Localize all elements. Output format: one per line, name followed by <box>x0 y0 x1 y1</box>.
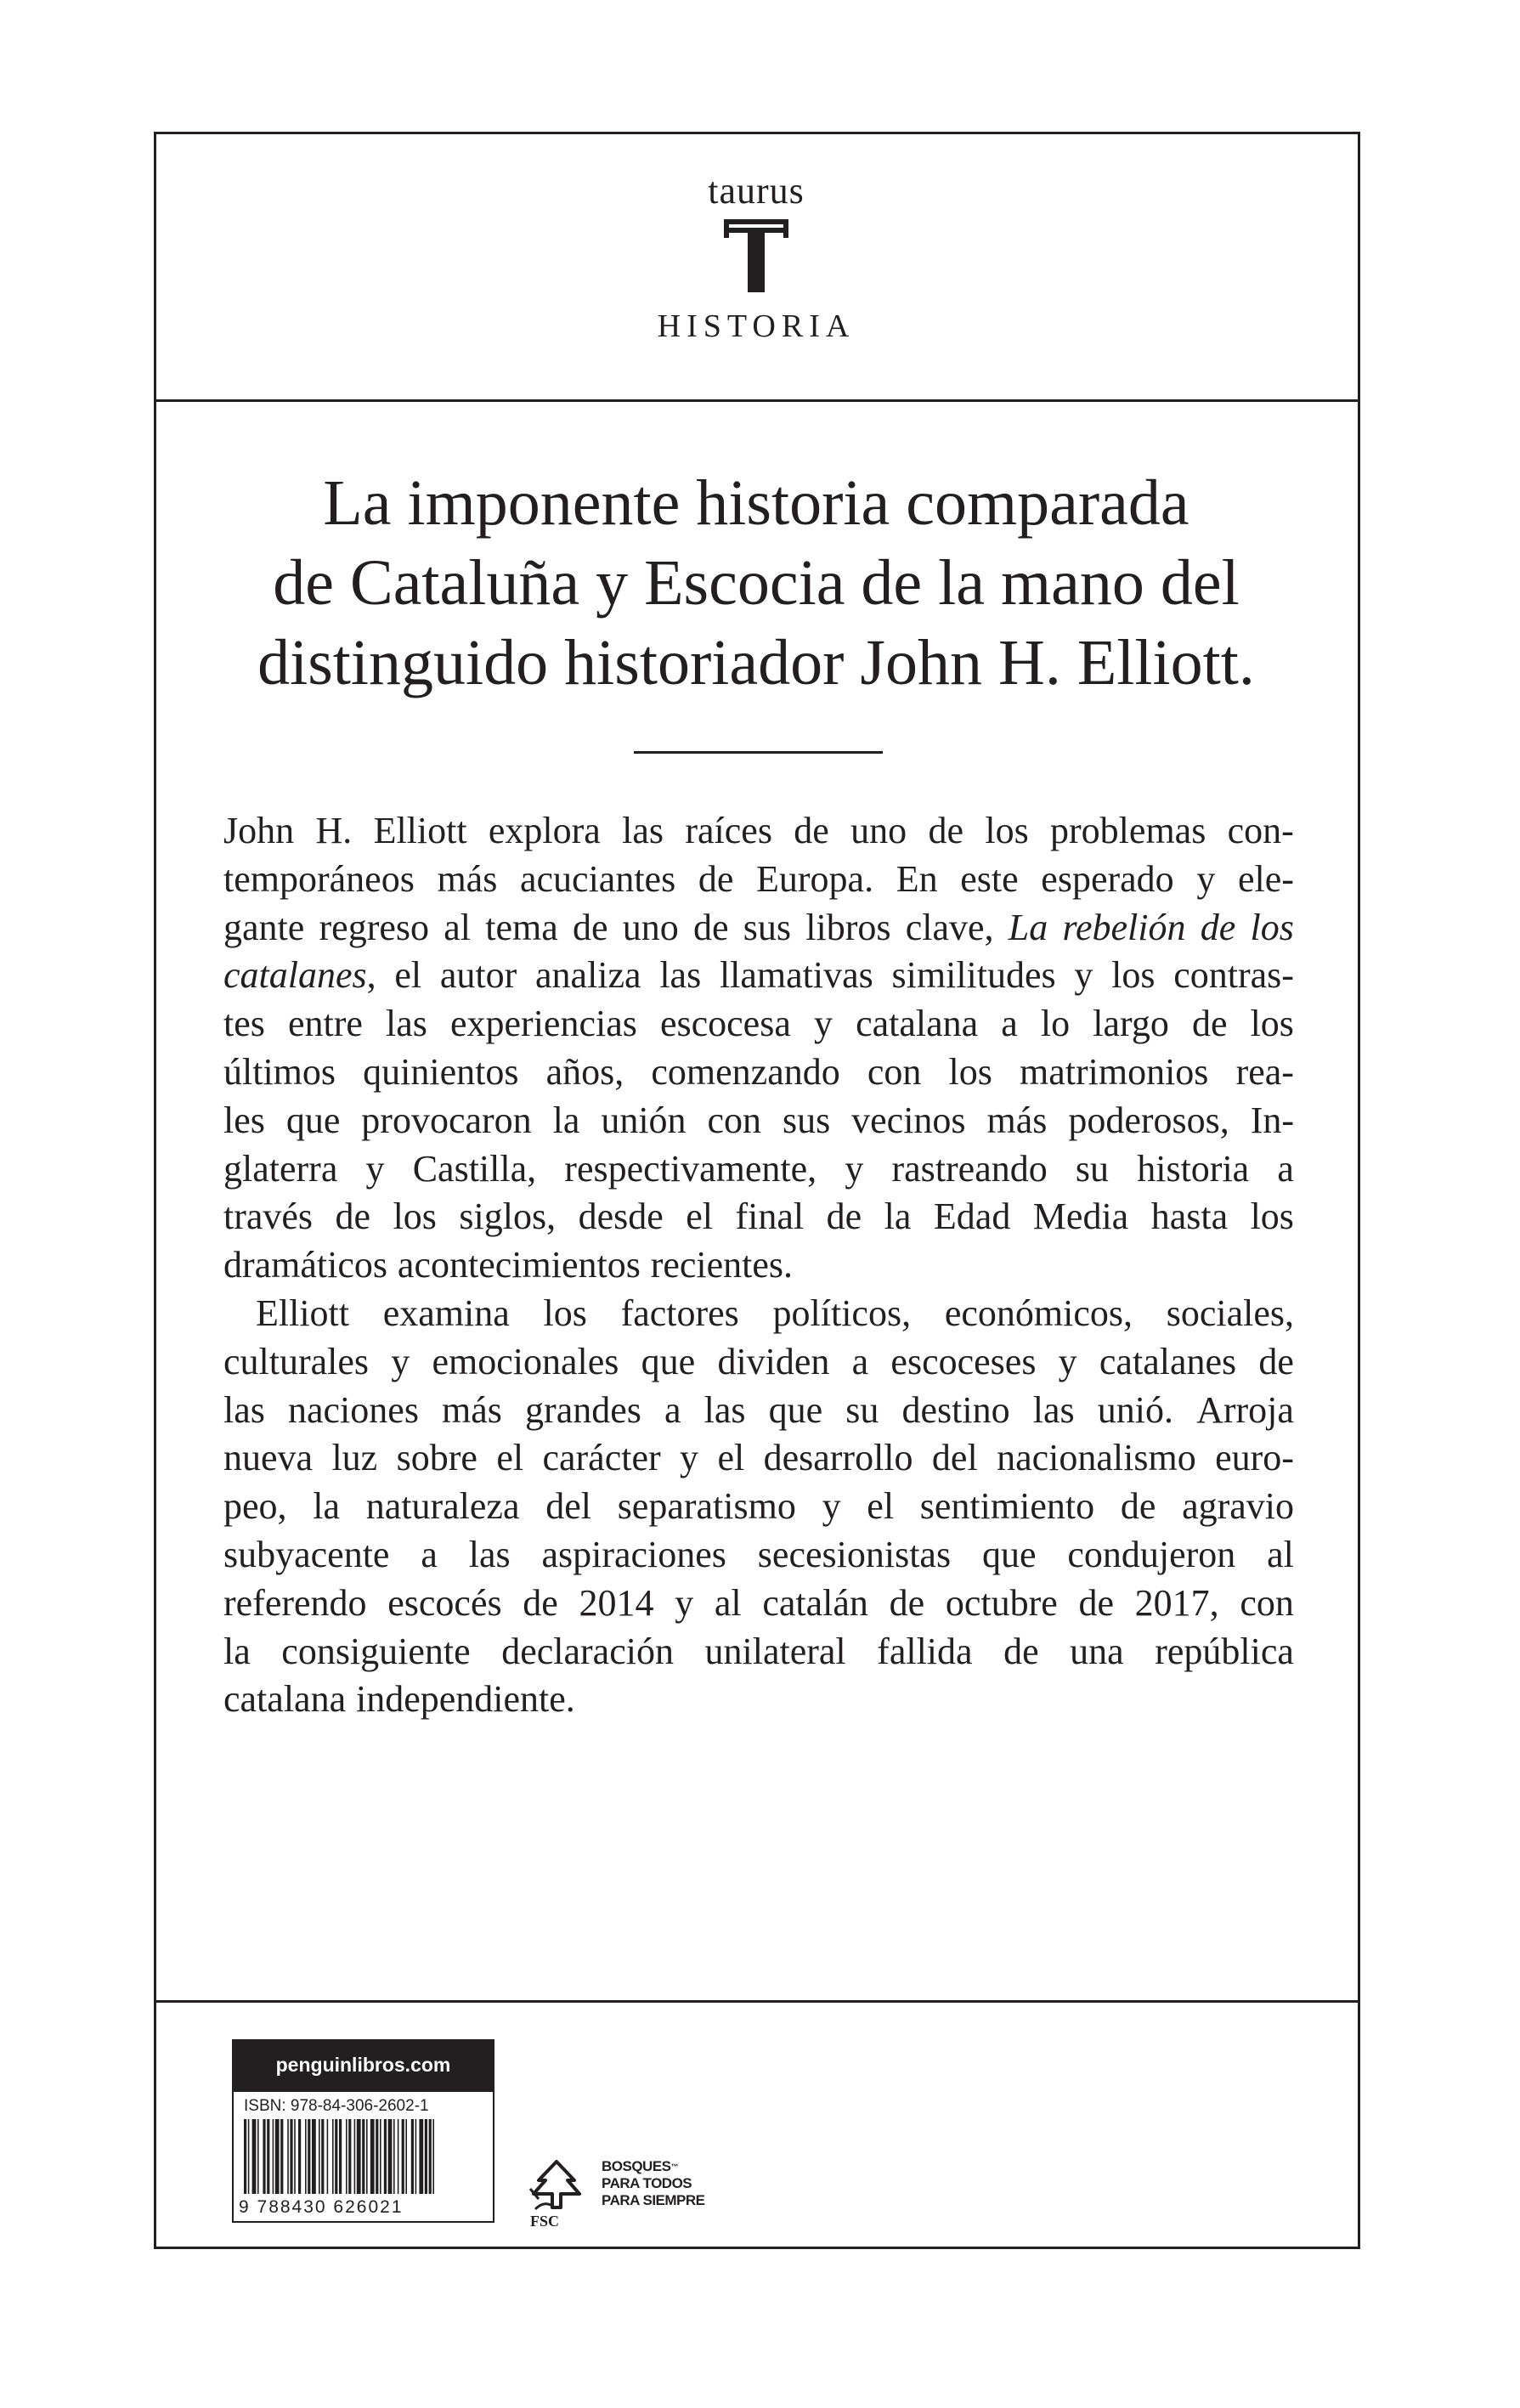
word: desarrollo <box>763 1437 913 1479</box>
word: sentimiento <box>919 1485 1095 1528</box>
word: naciones <box>288 1388 419 1431</box>
word: catalana <box>856 1003 979 1045</box>
word: escoceses <box>890 1340 1037 1382</box>
word: las <box>703 1388 746 1431</box>
barcode-number: 9 788430 626021 <box>239 2197 404 2217</box>
barcode-bar <box>339 2119 342 2194</box>
word: declaración <box>501 1630 674 1672</box>
word-italic: de <box>1200 906 1236 948</box>
word: al <box>714 1581 742 1624</box>
word: las <box>1032 1388 1075 1431</box>
word: y <box>813 1003 833 1045</box>
word: explora <box>488 810 601 851</box>
word: uno <box>850 810 907 851</box>
barcode-bar <box>370 2119 375 2194</box>
word: las <box>659 954 702 997</box>
word: examina <box>382 1292 510 1334</box>
body-line <box>223 1531 1294 1580</box>
word: siglos, <box>459 1196 557 1238</box>
word: libros <box>805 906 891 948</box>
barcode-bar <box>429 2119 432 2194</box>
word: través <box>223 1196 314 1238</box>
word: catalana <box>223 1678 347 1721</box>
barcode-bar <box>308 2119 310 2194</box>
word: rea- <box>1235 1050 1294 1093</box>
word: las <box>223 1388 265 1431</box>
word: factores <box>620 1292 739 1334</box>
barcode-bar <box>294 2119 296 2194</box>
word: En <box>896 857 938 900</box>
body-line <box>223 1338 1294 1387</box>
word: quinientos <box>363 1050 519 1093</box>
fsc-slogan-line: PARA SIEMPRE <box>602 2192 705 2208</box>
word: los <box>393 1196 437 1238</box>
website-label: penguinlibros.com <box>232 2039 494 2090</box>
barcode-bar <box>405 2119 407 2194</box>
word: carácter <box>542 1437 661 1479</box>
word: de <box>1078 1581 1114 1624</box>
word: las <box>468 1533 511 1575</box>
word: los <box>1111 954 1156 997</box>
body-line <box>223 1097 1294 1145</box>
body-line <box>223 1145 1294 1194</box>
word <box>223 952 376 1000</box>
word: raíces <box>685 810 772 851</box>
word: autor <box>439 954 517 997</box>
word: años, <box>545 1050 624 1093</box>
word: de <box>523 1581 558 1624</box>
word: unilateral <box>704 1630 846 1672</box>
word: el <box>867 1485 895 1528</box>
word: vecinos <box>851 1099 966 1141</box>
word: tes <box>223 1003 265 1045</box>
word: 2014 <box>579 1581 654 1624</box>
word: temporáneos <box>223 857 415 900</box>
word: sus <box>782 1099 831 1141</box>
word: de <box>335 1196 371 1238</box>
word-italic: rebelión <box>1062 906 1186 948</box>
word: y <box>1058 1340 1077 1382</box>
word: Arroja <box>1196 1388 1294 1431</box>
word: a <box>1277 1147 1294 1190</box>
barcode-bar <box>287 2119 289 2194</box>
barcode-bar <box>275 2119 280 2194</box>
word: In- <box>1250 1099 1294 1141</box>
word: del <box>545 1485 591 1528</box>
word: últimos <box>223 1050 336 1093</box>
barcode-bar <box>362 2119 364 2194</box>
barcode-bar <box>312 2119 316 2194</box>
word: tema <box>485 906 558 948</box>
word: uno <box>622 906 679 948</box>
fsc-slogan-line: PARA TODOS <box>602 2175 692 2191</box>
word: peo, <box>223 1485 287 1528</box>
word: políticos, <box>772 1292 912 1334</box>
word: unión <box>601 1099 687 1141</box>
barcode-bar <box>257 2119 259 2194</box>
word: euro- <box>1215 1437 1294 1479</box>
barcode-bar <box>335 2119 337 2194</box>
body-line <box>223 1434 1294 1483</box>
word: Media <box>1032 1196 1129 1238</box>
word: regreso <box>319 906 430 948</box>
barcode-bar <box>402 2119 404 2194</box>
word: a <box>851 1340 869 1382</box>
word: Elliott <box>373 810 467 851</box>
word: sus <box>743 906 792 948</box>
word: y <box>822 1485 841 1528</box>
word: dividen <box>717 1340 830 1382</box>
word: escocesa <box>659 1003 791 1045</box>
word: su <box>845 1388 879 1431</box>
word: las <box>386 1003 427 1045</box>
word: a <box>421 1533 438 1575</box>
word: rastreando <box>891 1147 1048 1190</box>
word: destino <box>901 1388 1010 1431</box>
word: respectivamente, <box>564 1147 817 1190</box>
word: una <box>1070 1630 1124 1672</box>
word: más <box>442 1388 502 1431</box>
word: con <box>1240 1581 1294 1624</box>
word: consiguiente <box>281 1630 471 1672</box>
barcode-bar <box>388 2119 393 2194</box>
word: luz <box>331 1437 378 1479</box>
barcode-bar <box>263 2119 265 2194</box>
word: lo <box>1040 1003 1071 1045</box>
headline-line: distinguido historiador John H. Elliott. <box>257 627 1255 698</box>
word: agravio <box>1182 1485 1294 1528</box>
word: octubre <box>945 1581 1058 1624</box>
word: a <box>1001 1003 1018 1045</box>
word: al <box>444 906 472 948</box>
barcode-bar <box>346 2119 348 2194</box>
word: escocés <box>387 1581 502 1624</box>
word: matrimonios <box>1020 1050 1209 1093</box>
body-line <box>223 1387 1294 1435</box>
word: los <box>543 1292 587 1334</box>
footer-divider <box>154 2000 1360 2003</box>
word: Europa. <box>756 857 874 900</box>
word: culturales <box>223 1340 370 1382</box>
word: dramáticos <box>223 1244 388 1286</box>
word: que <box>641 1340 696 1382</box>
barcode-bar <box>354 2119 356 2194</box>
word: similitudes <box>891 954 1056 997</box>
word: los <box>948 1050 992 1093</box>
body-line <box>223 1000 1294 1049</box>
word: problemas <box>1050 810 1206 851</box>
word: a <box>664 1388 681 1431</box>
word: y <box>680 1437 699 1479</box>
body-line <box>223 1580 1294 1628</box>
barcode-bar <box>248 2119 250 2194</box>
collection-name: HISTORIA <box>657 308 856 344</box>
word: John <box>223 810 295 851</box>
word: acuciantes <box>519 857 676 900</box>
word: del <box>931 1437 978 1479</box>
barcode-bar <box>425 2119 427 2194</box>
word: grandes <box>525 1388 641 1431</box>
word: nueva <box>223 1437 314 1479</box>
word: este <box>960 857 1019 900</box>
word: y <box>675 1581 694 1624</box>
barcode-bar <box>384 2119 387 2194</box>
barcode-bar <box>348 2119 351 2194</box>
word: su <box>1075 1147 1110 1190</box>
body-line <box>223 952 1294 1000</box>
barcode-bar <box>411 2119 414 2194</box>
word: acontecimientos <box>397 1244 641 1286</box>
body-line <box>223 856 1294 904</box>
word: glaterra <box>223 1147 338 1190</box>
word: la <box>884 1196 912 1238</box>
word: de <box>889 1581 925 1624</box>
word: final <box>735 1196 805 1238</box>
word: de <box>794 810 829 851</box>
word: de <box>1258 1340 1294 1382</box>
word: catalanes <box>1099 1340 1237 1382</box>
word: y <box>845 1147 864 1190</box>
word: separatismo <box>617 1485 796 1528</box>
barcode-bar <box>332 2119 334 2194</box>
word: el <box>717 1437 745 1479</box>
word: la <box>552 1099 580 1141</box>
barcode-icon <box>240 2119 489 2197</box>
word: de <box>573 906 608 948</box>
word: los <box>1250 1196 1294 1238</box>
barcode-bar <box>398 2119 399 2194</box>
word: de <box>1191 1003 1228 1045</box>
word: económicos, <box>944 1292 1133 1334</box>
headline-line: La imponente historia comparada <box>323 467 1189 539</box>
barcode-bar <box>393 2119 395 2194</box>
word: que <box>768 1388 823 1431</box>
isbn-text: ISBN: 978-84-306-2602-1 <box>244 2097 429 2115</box>
word: 2017, <box>1134 1581 1219 1624</box>
word: aspiraciones <box>541 1533 726 1575</box>
body-line <box>223 1193 1294 1241</box>
word: condujeron <box>1067 1533 1236 1575</box>
word: con <box>707 1099 762 1141</box>
word: H. <box>315 810 353 851</box>
word: comenzando <box>651 1050 840 1093</box>
word: la <box>223 1630 251 1672</box>
word: más <box>437 857 498 900</box>
word: experiencias <box>450 1003 637 1045</box>
barcode-bar <box>273 2119 274 2194</box>
word: nacionalismo <box>997 1437 1196 1479</box>
trademark-mark: ™ <box>670 2162 679 2171</box>
word: referendo <box>223 1581 367 1624</box>
headline <box>204 463 1308 703</box>
taurus-t-icon <box>722 218 790 294</box>
body-line <box>223 1628 1294 1676</box>
barcode-panel <box>232 2090 494 2223</box>
fsc-label: FSC <box>530 2213 560 2230</box>
barcode-bar <box>432 2119 434 2194</box>
headline-line: de Cataluña y Escocia de la mano del <box>273 547 1240 619</box>
body-line <box>223 1049 1294 1097</box>
word: de <box>1120 1485 1156 1528</box>
word: los <box>1250 1003 1294 1045</box>
body-line <box>223 904 1294 952</box>
fsc-slogan-line: BOSQUES <box>602 2158 671 2174</box>
word: Edad <box>933 1196 1011 1238</box>
barcode-bar <box>380 2119 381 2194</box>
word: secesionistas <box>757 1533 952 1575</box>
fsc-certification <box>527 2158 748 2235</box>
barcode-bar <box>267 2119 269 2194</box>
word: el <box>496 1437 524 1479</box>
word: sobre <box>396 1437 477 1479</box>
barcode-bar <box>298 2119 301 2194</box>
word: llamativas <box>719 954 873 997</box>
word: el <box>394 954 422 997</box>
word: gante <box>223 906 305 948</box>
barcode-bar <box>415 2119 417 2194</box>
blurb <box>223 807 1294 1724</box>
word: desde <box>578 1196 664 1238</box>
word: les <box>223 1099 265 1141</box>
word: historia <box>1137 1147 1250 1190</box>
publisher-name: taurus <box>708 170 805 212</box>
barcode-bar <box>290 2119 292 2194</box>
word-italic: los <box>1250 906 1294 948</box>
word: contras- <box>1173 954 1294 997</box>
header-divider <box>154 399 1360 402</box>
word: con- <box>1227 810 1294 851</box>
word: de <box>1003 1630 1039 1672</box>
word: esperado <box>1041 857 1174 900</box>
word: subyacente <box>223 1533 390 1575</box>
publisher-logo <box>595 170 918 345</box>
word: analiza <box>535 954 641 997</box>
word: república <box>1155 1630 1294 1672</box>
word: de <box>693 906 729 948</box>
body-line <box>223 1290 1294 1338</box>
word: y <box>391 1340 410 1382</box>
barcode-bar <box>280 2119 283 2194</box>
word: que <box>285 1099 341 1141</box>
barcode-bar <box>376 2119 378 2194</box>
word: provocaron <box>361 1099 532 1141</box>
barcode-bar <box>305 2119 307 2194</box>
word: Castilla, <box>412 1147 537 1190</box>
word: las <box>622 810 664 851</box>
barcode-bar <box>327 2119 329 2194</box>
word: hasta <box>1150 1196 1229 1238</box>
word: clave, <box>905 906 994 948</box>
word: emocionales <box>432 1340 619 1382</box>
word: recientes. <box>650 1244 794 1286</box>
word: con <box>867 1050 922 1093</box>
word: y <box>365 1147 385 1190</box>
word: largo <box>1093 1003 1169 1045</box>
word: y <box>1196 857 1216 900</box>
word: poderosos, <box>1068 1099 1229 1141</box>
body-line <box>223 807 1294 856</box>
barcode-bar <box>419 2119 423 2194</box>
barcode-bar <box>319 2119 320 2194</box>
word: Elliott <box>256 1292 349 1334</box>
word: el <box>686 1196 714 1238</box>
word: sociales, <box>1166 1292 1294 1334</box>
body-line <box>223 1483 1294 1531</box>
fsc-slogan <box>602 2158 705 2209</box>
word-italic: La <box>1008 906 1048 948</box>
word: de <box>698 857 734 900</box>
barcode-bar <box>366 2119 368 2194</box>
barcode-bar <box>357 2119 361 2194</box>
word: al <box>1267 1533 1294 1575</box>
word: entre <box>287 1003 363 1045</box>
book-title: catalanes <box>223 954 367 997</box>
barcode-bar <box>321 2119 324 2194</box>
word: y <box>1074 954 1093 997</box>
word: ele- <box>1237 857 1294 900</box>
barcode-bar <box>252 2119 257 2194</box>
body-line <box>223 1676 1294 1724</box>
word: de <box>826 1196 862 1238</box>
word: independiente. <box>355 1678 575 1721</box>
word: más <box>986 1099 1048 1141</box>
ornamental-rule <box>634 751 883 754</box>
word: catalán <box>762 1581 868 1624</box>
word: naturaleza <box>365 1485 520 1528</box>
word: fallida <box>877 1630 973 1672</box>
punctuation: , <box>366 954 376 997</box>
word: la <box>313 1485 341 1528</box>
word: que <box>981 1533 1037 1575</box>
body-line <box>223 1241 1294 1290</box>
word: los <box>985 810 1029 851</box>
word: de <box>928 810 964 851</box>
barcode-bar <box>244 2119 246 2194</box>
fsc-tree-icon <box>527 2158 586 2213</box>
word: unió. <box>1097 1388 1173 1431</box>
